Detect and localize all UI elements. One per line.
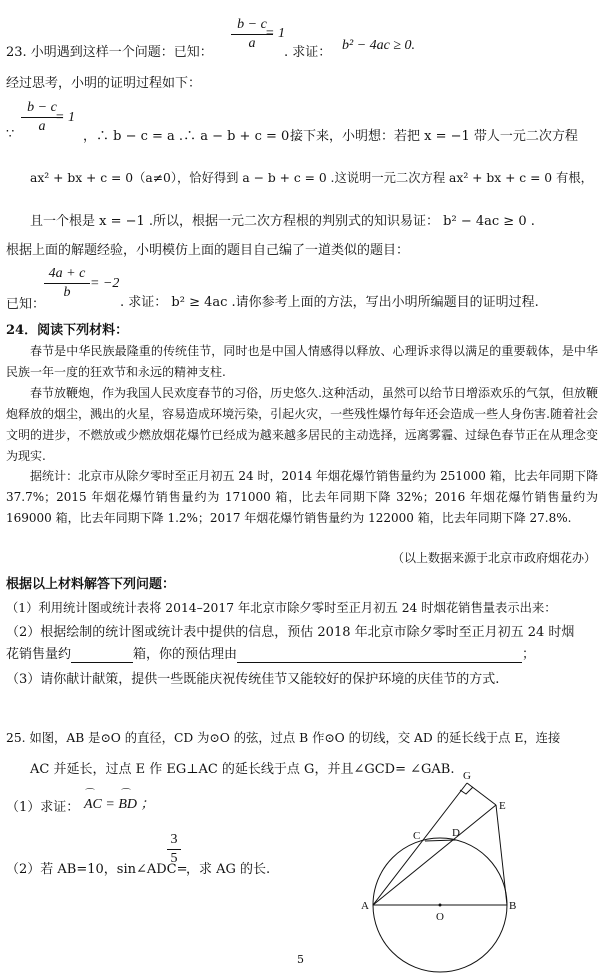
q23-prove-label: . 求证： [284,45,332,60]
label-c: C [413,830,421,842]
q24-task-2-line-2: 花销售量约 箱，你的预估理由 ； [6,647,536,662]
q23-because-rhs: = 1 [55,110,75,125]
page-number: 5 [297,953,304,966]
q25-part-2-pre: （2）若 AB=10，sin∠ADC= [6,862,188,877]
q23-prove-expr: b² − 4ac ≥ 0. [342,38,416,53]
point-o [439,904,442,907]
q23-thinking-line: 经过思考，小明的证明过程如下： [6,76,202,91]
label-b: B [509,900,517,912]
q24-heading: 24．阅读下列材料： [6,323,129,338]
q25-line-2: AC 并延长，过点 E 作 EG⊥AC 的延长线于点 G，并且∠GCD= ∠GAB. [30,762,455,777]
q25-line-1: 25. 如图，AB 是⊙O 的直径，CD 为⊙O 的弦，过点 B 作⊙O 的切线，交 AD 的延长线于点 E，连接 [6,731,561,745]
q24-paragraph-1: 春节是中华民族最隆重的传统佳节，同时也是中国人情感得以释放、心理诉求得以满足的重要载体，是中华民族一年一度的狂欢节和永远的精神支柱. [6,344,598,379]
q23-given-denominator: a [248,36,256,51]
segment-be [496,805,507,905]
label-e: E [499,800,506,812]
q23-given-numerator: b − c [237,17,267,32]
q23-next-step: 接下来，小明想：若把 x = −1 带人一元二次方程 [290,129,578,144]
q25-part-1-label: （1）求证： [6,800,80,815]
segment-ge [467,783,496,805]
label-o: O [436,911,444,923]
segment-ag [373,783,467,905]
q23-intro: 23. 小明遇到这样一个问题：已知： [6,45,213,60]
q24-task-3: （3）请你献计献策，提供一些既能庆祝传统佳节又能较好的保护环境的庆佳节的方式. [6,672,500,687]
q24-task-2-line-1: （2）根据绘制的统计图或统计表中提供的信息，预估 2018 年北京市除夕零时至正月初五 24 时烟 [6,625,575,640]
q23-given-rhs: = 1 [265,26,285,41]
q23-new-given-fraction: 4a + c b [44,266,90,301]
q23-new-given-rhs: = −2 [90,276,120,291]
q24-task-1: （1）利用统计图或统计表将 2014–2017 年北京市除夕零时至正月初五 24 时烟花销售量表示出来： [6,601,557,615]
q25-arc-mark-2: ⌒ [121,789,131,800]
q24-source: （以上数据来源于北京市政府烟花办） [391,551,596,565]
q24-paragraph-3: 据统计：北京市从除夕零时至正月初五 24 时，2014 年烟花爆竹销售量约为 251000 箱，比去年同期下降 37.7%；2015 年烟花爆竹销售量约为 171000 箱，比去年同期下降 32%；2016 年烟花爆竹销售量约为 169000 箱，比去年同期下降 1.2%；2017 年烟花爆竹销售量约为 122000 箱，比去年同期下降 27.8%. [6,469,598,525]
q23-because-fraction: b − c a [21,100,63,135]
right-angle-mark [460,787,473,794]
segment-ae [373,805,496,905]
q24-paragraph-2: 春节放鞭炮，作为我国人民欢度春节的习俗，历史悠久.这种活动，虽然可以给节日增添欢乐的气氛，但放鞭炮释放的烟尘，溅出的火星，容易造成环境污染，引起火灾，一些残性爆竹每年还会造成一些人身伤害.随着社会文明的进步，不燃放或少燃放烟花爆竹已经成为越来越多居民的主动选择，远离雾霾、过绿色春节正在从理念变为现实. [6,386,598,463]
q23-imitate-line: 根据上面的解题经验，小明模仿上面的题目自己编了一道类似的题目： [6,243,410,258]
q25-arc-mark-1: ⌒ [85,789,95,800]
label-g: G [463,770,471,782]
q23-steps: ，∴ b − c = a .∴ a − b + c = 0 . [83,129,298,144]
label-d: D [452,827,460,839]
q23-final-task: . 求证： b² ≥ 4ac .请你参考上面的方法，写出小明所编题目的证明过程. [120,295,539,310]
q23-root-line: 且一个根是 x = −1 .所以，根据一元二次方程根的判别式的知识易证： b² − 4ac ≥ 0 . [30,214,535,229]
q23-known-label: 已知： [6,297,46,312]
q25-part-1-expr: AC = BD ； [84,797,155,812]
label-a: A [361,900,369,912]
q23-equation-line: ax² + bx + c = 0（a≠0），恰好得到 a − b + c = 0 .这说明一元二次方程 ax² + bx + c = 0 有根， [30,171,593,185]
q25-part-2-post: ，求 AG 的长. [186,862,271,877]
q23-because-symbol: ∵ [6,127,15,142]
q25-sin-fraction: 3 5 [167,832,181,867]
q24-task-heading: 根据以上材料解答下列问题： [6,577,176,592]
